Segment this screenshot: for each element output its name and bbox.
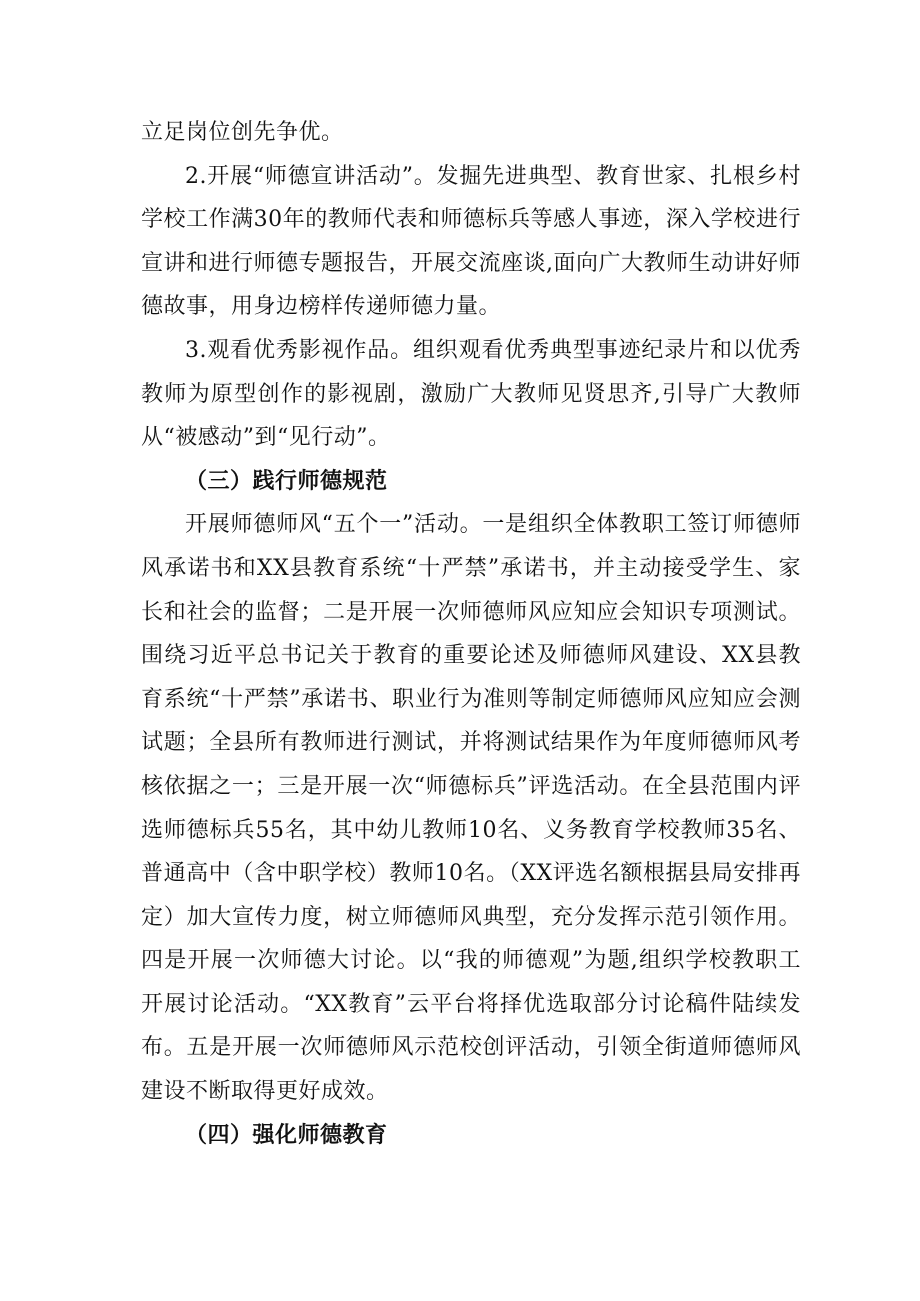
paragraph-five-ones-activity: 开展师德师风“五个一”活动。一是组织全体教职工签订师德师风承诺书和XX县教育系统“十严禁”承诺书，并主动接受学生、家长和社会的监督；二是开展一次师德师风应知应会知识专项测试。围绕习近平总书记关于教育的重要论述及师德师风建设、XX县教育系统“十严禁”承诺书、职业行为准则等制定师德师风应知应会测试题；全县所有教师进行测试，并将测试结果作为年度师德师风考核依据之一；三是开展一次“师德标兵”评选活动。在全县范围内评选师德标兵55名，其中幼儿教师10名、义务教育学校教师35名、普通高中（含中职学校）教师10名。（XX评选名额根据县局安排再定）加大宣传力度，树立师德师风典型，充分发挥示范引领作用。四是开展一次师德大讨论。以“我的师德观”为题,组织学校教职工开展讨论活动。“XX教育”云平台将择优选取部分讨论稿件陆续发布。五是开展一次师德师风示范校创评活动，引领全街道师德师风建设不断取得更好成效。 [141, 512, 801, 1105]
document-body [141, 111, 801, 1157]
paragraph-item-2-preaching: 2.开展“师德宣讲活动”。发掘先进典型、教育世家、扎根乡村学校工作满30年的教师代表和师德标兵等感人事迹，深入学校进行宣讲和进行师德专题报告，开展交流座谈,面向广大教师生动讲好师德故事，用身边榜样传递师德力量。 [141, 163, 801, 320]
paragraph-item-3-films: 3.观看优秀影视作品。组织观看优秀典型事迹纪录片和以优秀教师为原型创作的影视剧，激励广大教师见贤思齐,引导广大教师从“被感动”到“见行动”。 [141, 337, 801, 451]
paragraph-continuation: 立足岗位创先争优。 [141, 120, 344, 145]
section-heading-4: （四）强化师德教育 [185, 1122, 388, 1148]
section-heading-3: （三）践行师德规范 [185, 468, 388, 494]
